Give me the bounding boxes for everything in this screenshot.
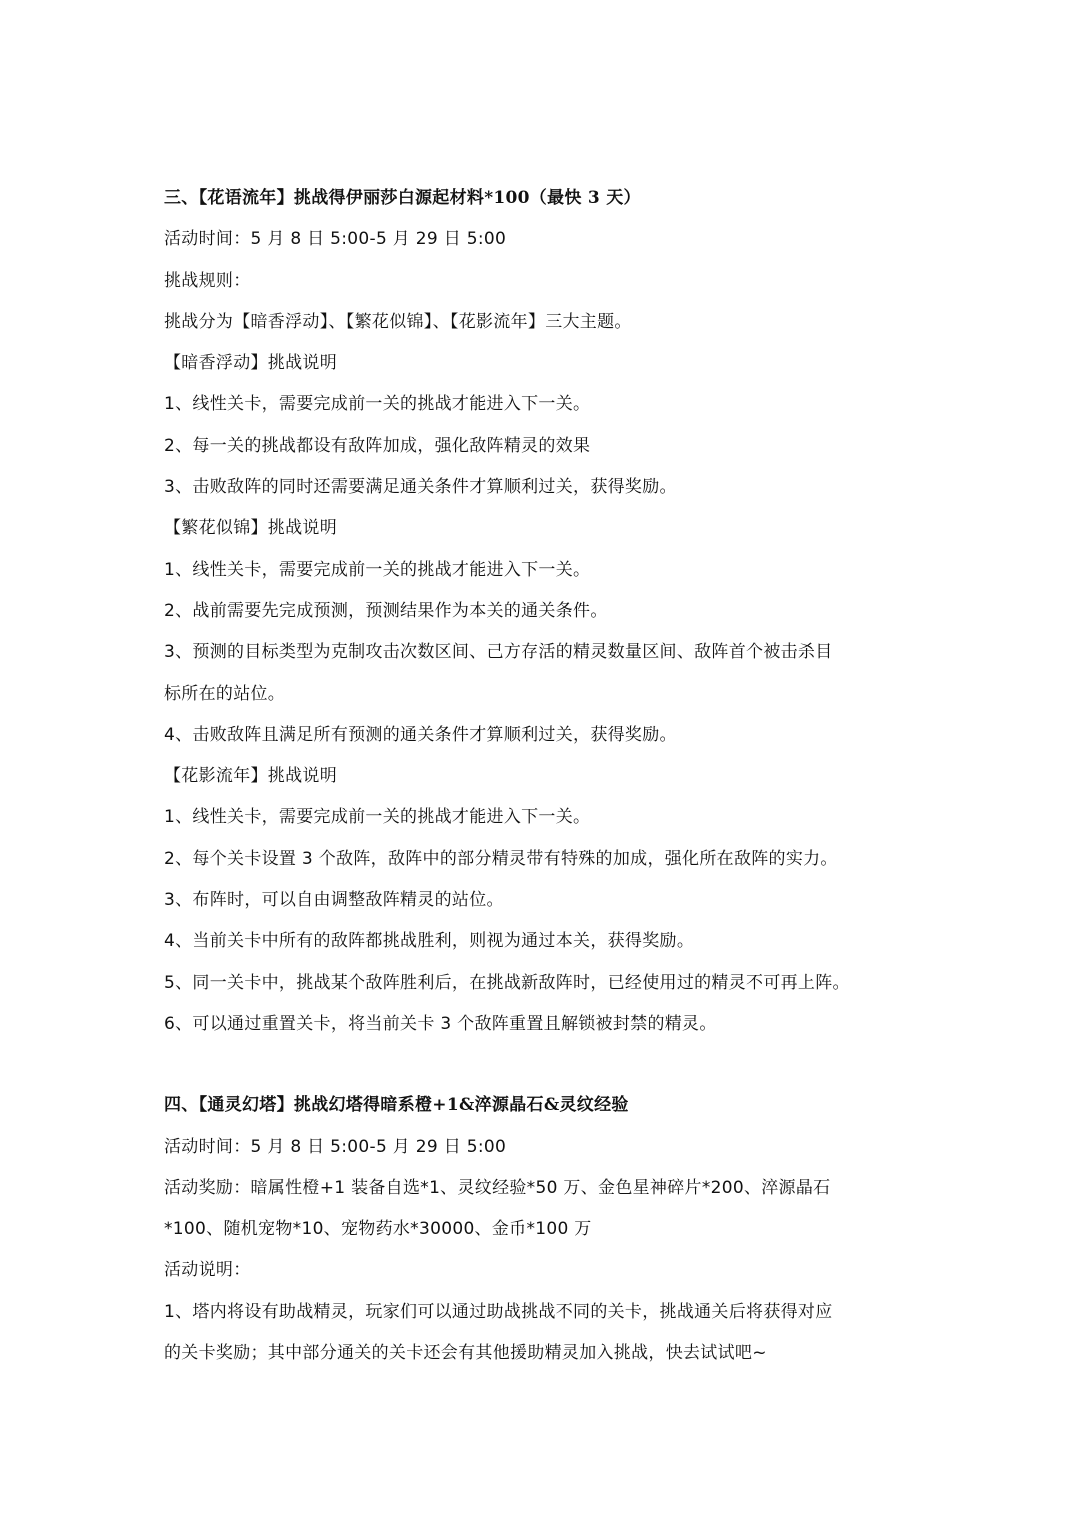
activity-time: 活动时间：5 月 8 日 5:00-5 月 29 日 5:00	[164, 1136, 507, 1157]
list-item: 2、战前需要先完成预测，预测结果作为本关的通关条件。	[164, 600, 608, 621]
rules-label: 挑战规则：	[164, 270, 251, 291]
activity-time: 活动时间：5 月 8 日 5:00-5 月 29 日 5:00	[164, 229, 507, 250]
list-item: 5、同一关卡中，挑战某个敌阵胜利后，在挑战新敌阵时，已经使用过的精灵不可再上阵。	[164, 972, 850, 993]
list-item: 2、每一关的挑战都设有敌阵加成，强化敌阵精灵的效果	[164, 435, 591, 456]
section-title: 三、【花语流年】挑战得伊丽莎白源起材料*100（最快 3 天）	[164, 188, 641, 208]
section-huayu-liunian	[164, 178, 924, 1045]
list-item: 3、布阵时，可以自由调整敌阵精灵的站位。	[164, 890, 504, 911]
description-label: 活动说明：	[164, 1260, 251, 1281]
list-item: 标所在的站位。	[164, 683, 286, 704]
section-spacer	[164, 1045, 924, 1085]
list-item: 6、可以通过重置关卡，将当前关卡 3 个敌阵重置且解锁被封禁的精灵。	[164, 1013, 717, 1034]
list-item: 1、线性关卡，需要完成前一关的挑战才能进入下一关。	[164, 394, 591, 415]
description-line: 1、塔内将设有助战精灵，玩家们可以通过助战挑战不同的关卡，挑战通关后将获得对应	[164, 1301, 833, 1322]
list-item: 1、线性关卡，需要完成前一关的挑战才能进入下一关。	[164, 559, 591, 580]
section-title: 四、【通灵幻塔】挑战幻塔得暗系橙+1&淬源晶石&灵纹经验	[164, 1095, 629, 1116]
list-item: 2、每个关卡设置 3 个敌阵，敌阵中的部分精灵带有特殊的加成，强化所在敌阵的实力。	[164, 848, 838, 869]
subsection-title: 【繁花似锦】挑战说明	[164, 518, 337, 539]
list-item: 4、当前关卡中所有的敌阵都挑战胜利，则视为通过本关，获得奖励。	[164, 931, 695, 952]
section-tongling-huanta	[164, 1085, 924, 1374]
list-item: 3、击败敌阵的同时还需要满足通关条件才算顺利过关，获得奖励。	[164, 477, 677, 498]
rewards-line: 活动奖励：暗属性橙+1 装备自选*1、灵纹经验*50 万、金色星神碎片*200、淬源晶石	[164, 1177, 831, 1198]
description-line: 的关卡奖励；其中部分通关的关卡还会有其他援助精灵加入挑战，快去试试吧~	[164, 1343, 767, 1364]
list-item: 3、预测的目标类型为克制攻击次数区间、己方存活的精灵数量区间、敌阵首个被击杀目	[164, 642, 833, 663]
list-item: 1、线性关卡，需要完成前一关的挑战才能进入下一关。	[164, 807, 591, 828]
themes-line: 挑战分为【暗香浮动】、【繁花似锦】、【花影流年】三大主题。	[164, 311, 632, 332]
subsection-title: 【暗香浮动】挑战说明	[164, 353, 337, 374]
list-item: 4、击败敌阵且满足所有预测的通关条件才算顺利过关，获得奖励。	[164, 724, 677, 745]
rewards-line: *100、随机宠物*10、宠物药水*30000、金币*100 万	[164, 1219, 592, 1240]
subsection-title: 【花影流年】挑战说明	[164, 766, 337, 787]
document-page	[164, 178, 924, 1374]
